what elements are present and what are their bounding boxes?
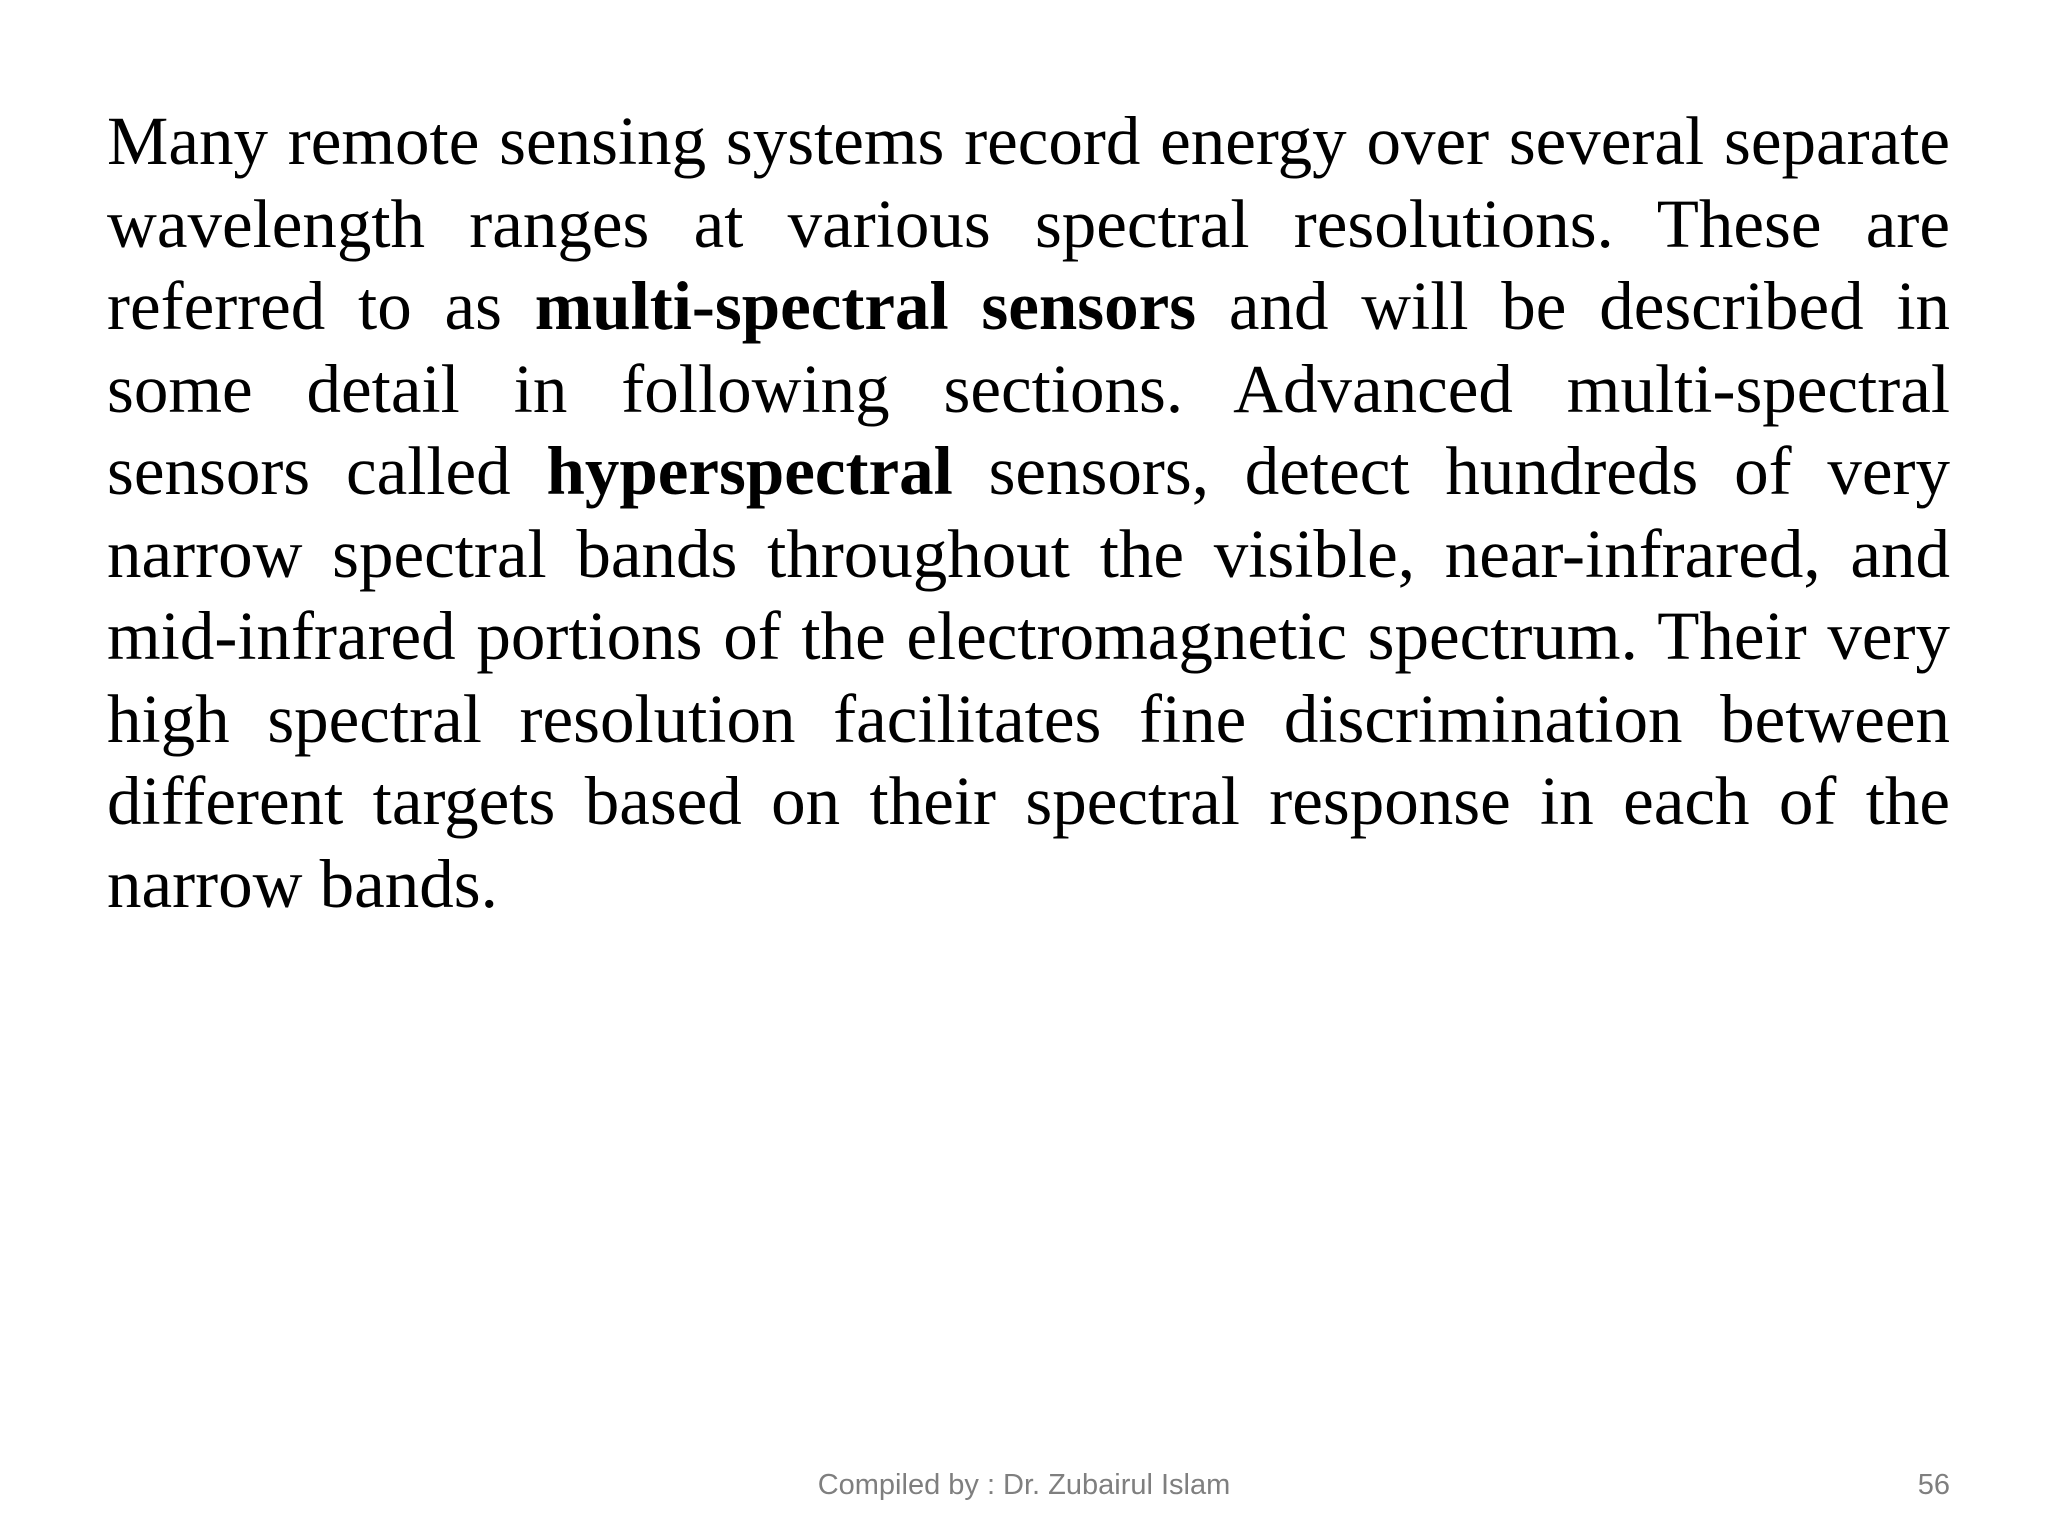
bold-term-multispectral: multi-spectral sensors [534,268,1197,344]
bold-term-hyperspectral: hyperspectral [546,433,953,509]
page-number: 56 [1917,1469,1950,1501]
paragraph-text-2: and will be described in some detail in following sections. Advanced multi-spectral sensors called [107,268,1950,509]
paragraph-text-1: Many remote sensing systems record energy over several separate wavelength ranges at various spectral resolutions. These are referred to as [107,103,1950,344]
paragraph-text-3: sensors, detect hundreds of very narrow spectral bands throughout the visible, near-infrared, and mid-infrared portions of the electromagnetic spectrum. Their very high spectral resolution facilitates fine discrimination between different targets based on their spectral response in each of the narrow bands. [107,433,1950,922]
footer-credit: Compiled by : Dr. Zubairul Islam [817,1469,1231,1501]
body-paragraph [107,100,1950,925]
